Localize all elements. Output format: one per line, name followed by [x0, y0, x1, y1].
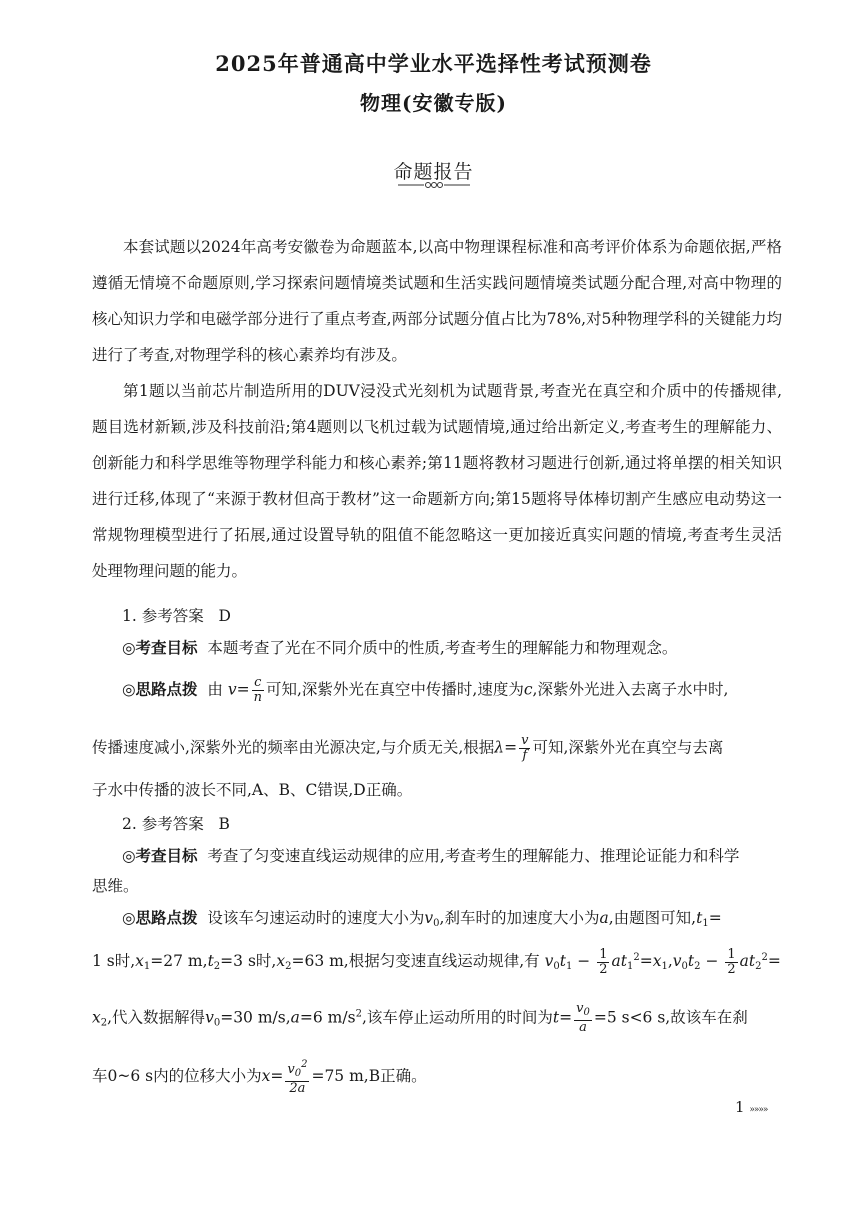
- q2-hint-line-3: $x_2$,代入数据解得$v_0=30$ m/s,a=6 $m/s^2$,该车停止运动所用的时间为t= $\frac{v_0}{a}$ =5 s<6 s,故该车在刹: [92, 1001, 748, 1035]
- intro-paragraph-2: 第1题以当前芯片制造所用的DUV浸没式光刻机为试题背景,考查光在真空和介质中的传播规律,题目选材新颖,涉及科技前沿;第4题则以飞机过载为试题情境,通过给出新定义,考查考生的理解能力、创新能力和科学思维等物理学科能力和核心素养;第11题将教材习题进行创新,通过将单摆的相关知识进行迁移,体现了“来源于教材但高于教材”这一命题新方向;第15题将导体棒切割产生感应电动势这一常规物理模型进行了拓展,通过设置导轨的阻值不能忽略这一更加接近真实问题的情境,考查考生灵活处理物理问题的能力。: [92, 382, 782, 580]
- q2-hint-line-2: 1 s时$,x_1=27$ $m,t_2=3$ s时$,x_2=63$ m,根据匀变速直线运动规律,有 $v_0t_1$ − $\frac{1}{2}$ $at_1^2=x_1,v_0t_2$ − $\frac{1}{2}$ $at_2^2=$: [92, 946, 781, 977]
- q2-line4-text-b: =75 m,B正确。: [311, 1067, 427, 1085]
- q2-answer-label: 2. 参考答案: [122, 815, 204, 833]
- q1-hint-label: ◎思路点拨: [122, 679, 198, 699]
- page-number-value: 1: [735, 1098, 745, 1116]
- q2-answer-line: [122, 812, 230, 836]
- page-arrows-icon: »»»»: [749, 1105, 768, 1115]
- q2-hint-text-a: 设该车匀速运动时的速度大小为: [207, 909, 425, 927]
- q1-hint-text-c: ,深紫外光进入去离子水中时,: [532, 680, 729, 699]
- q2-hint-text-c: ,由题图可知,: [608, 909, 697, 927]
- q2-hint-line-1: ◎思路点拨 设该车匀速运动时的速度大小为$v_0$,刹车时的加速度大小为a,由题图可知$,t_1=$: [122, 908, 722, 929]
- intro-paragraph-1: 本套试题以2024年高考安徽卷为命题蓝本,以高中物理课程标准和高考评价体系为命题依据,严格遵循无情境不命题原则,学习探索问题情境类试题和生活实践问题情境类试题分配合理,对高中物理的核心知识力学和电磁学部分进行了重点考查,两部分试题分值占比为78%,对5种物理学科的关键能力均进行了考查,对物理学科的核心素养均有涉及。: [92, 238, 782, 364]
- formula-fraction-v0-over-a: $\frac{v_0}{a}$: [576, 1001, 590, 1035]
- q2-line2-text-b: =27 m,: [150, 952, 208, 970]
- q2-goal-line: [122, 844, 782, 868]
- formula-fraction-c-over-n: $\frac{c}{n}$: [253, 675, 262, 705]
- intro-section: [92, 229, 782, 589]
- q1-line2-text-b: 可知,深紫外光在真空与去离: [532, 738, 724, 757]
- exam-title: 2025年普通高中学业水平选择性考试预测卷: [215, 51, 652, 76]
- q2-line2-text-a: 1 s时,: [92, 952, 136, 970]
- q2-hint-text-b: ,刹车时的加速度大小为: [439, 909, 600, 927]
- q2-line4-text-a: 车0~6 s内的位移大小为: [92, 1067, 262, 1085]
- formula-fraction-half: $\frac{1}{2}$: [599, 946, 608, 977]
- q2-line3-text-c: =6 m/s: [299, 1008, 356, 1027]
- q1-hint-text-b: 可知,深紫外光在真空中传播时,速度为: [265, 680, 524, 699]
- page-number: [735, 1098, 767, 1116]
- q2-hint-label: ◎思路点拨: [122, 908, 198, 927]
- formula-fraction-v0sq-over-2a: $\frac{v_0^2}{2a}$: [287, 1059, 308, 1096]
- q1-goal-line: [122, 636, 782, 660]
- q1-hint-line-2: 传播速度减小,深紫外光的频率由光源决定,与介质无关,根据λ= $\frac{v}{f}$ 可知,深紫外光在真空与去离: [92, 733, 724, 763]
- q1-answer-line: [122, 604, 231, 628]
- q1-line2-text-a: 传播速度减小,深紫外光的频率由光源决定,与介质无关,根据: [92, 738, 495, 757]
- q1-answer-value: D: [218, 607, 231, 625]
- q1-hint-text-a: 由: [207, 680, 223, 699]
- q2-line3-text-a: ,代入数据解得: [107, 1008, 206, 1027]
- q2-line3-text-e: =5 s<6 s,故该车在刹: [593, 1008, 748, 1027]
- q1-goal-text: 本题考查了光在不同介质中的性质,考查考生的理解能力和物理观念。: [207, 639, 678, 657]
- q2-goal-text: 考查了匀变速直线运动规律的应用,考查考生的理解能力、推理论证能力和科学: [207, 847, 740, 865]
- ornament-divider-icon: [398, 180, 470, 190]
- q1-hint-line-1: ◎思路点拨 由 v= $\frac{c}{n}$ 可知,深紫外光在真空中传播时,速度为c,深紫外光进入去离子水中时,: [122, 675, 729, 705]
- q2-goal-label: ◎考查目标: [122, 846, 198, 865]
- q2-line3-text-d: ,该车停止运动所用的时间为: [361, 1008, 553, 1027]
- q2-answer-value: B: [218, 815, 230, 833]
- formula-fraction-half: $\frac{1}{2}$: [727, 946, 736, 977]
- exam-subtitle: 物理(安徽专版): [360, 91, 507, 115]
- formula-fraction-v-over-f: $\frac{v}{f}$: [521, 733, 529, 763]
- q2-hint-line-4: 车0~6 s内的位移大小为x= $\frac{v_0^2}{2a}$ =75 m,B正确。: [92, 1059, 427, 1096]
- q1-goal-label: ◎考查目标: [122, 638, 198, 657]
- q2-line2-text-d: =63 m,根据匀变速直线运动规律,有: [291, 952, 540, 970]
- q1-hint-line-3: 子水中传播的波长不同,A、B、C错误,D正确。: [92, 781, 413, 799]
- q2-line3-text-b: =30 m/s,: [220, 1008, 291, 1027]
- q2-line2-text-c: =3 s时,: [220, 952, 277, 970]
- q1-answer-label: 1. 参考答案: [122, 607, 204, 625]
- q2-goal-continued: 思维。: [92, 877, 139, 895]
- report-heading: 命题报告: [393, 161, 474, 183]
